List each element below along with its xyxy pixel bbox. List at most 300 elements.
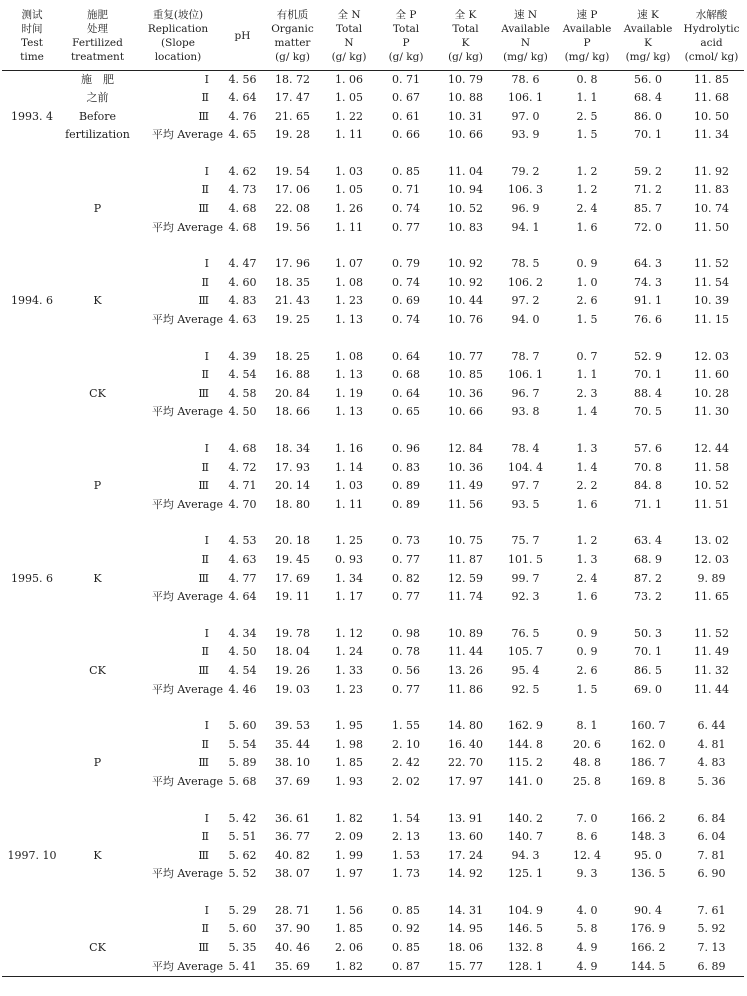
value-cell: 13. 60 xyxy=(448,830,483,844)
header-line: Total xyxy=(335,22,363,35)
empty-cell xyxy=(62,163,133,182)
empty-cell xyxy=(2,126,62,145)
soil-properties-document xyxy=(2,4,744,977)
header-line: 水解酸 xyxy=(695,9,728,22)
value-cell: 18. 72 xyxy=(275,72,310,86)
value-cell: 1. 05 xyxy=(335,91,363,105)
value-cell: 13. 26 xyxy=(448,663,483,677)
value-cell: 96. 7 xyxy=(511,386,540,400)
value-cell: 6. 84 xyxy=(697,811,726,825)
value-cell: 7. 61 xyxy=(697,903,726,917)
value-cell: 1. 05 xyxy=(335,183,363,197)
table-row xyxy=(2,717,744,736)
empty-cell xyxy=(62,440,133,459)
value-cell: 1. 08 xyxy=(335,275,363,289)
value-cell: 50. 3 xyxy=(634,626,662,640)
value-cell: 0. 9 xyxy=(576,257,598,271)
value-cell: 0. 83 xyxy=(392,460,420,474)
value-cell: 21. 65 xyxy=(275,109,310,123)
empty-cell xyxy=(62,958,133,977)
value-cell: 17. 93 xyxy=(275,460,310,474)
value-cell: 0. 85 xyxy=(392,941,420,955)
value-cell: 106. 1 xyxy=(508,91,543,105)
value-cell: 7. 0 xyxy=(576,811,598,825)
value-cell: 0. 9 xyxy=(576,626,598,640)
value-cell: 186. 7 xyxy=(630,756,666,770)
value-cell: 73. 2 xyxy=(634,590,662,604)
empty-cell xyxy=(62,773,133,792)
empty-cell xyxy=(62,810,133,829)
value-cell: 1. 12 xyxy=(335,626,363,640)
value-cell: 104. 4 xyxy=(508,460,543,474)
value-cell: 5. 62 xyxy=(228,848,257,862)
header-line: 施肥 xyxy=(87,9,108,22)
value-cell: 4. 50 xyxy=(228,645,257,659)
header-line: pH xyxy=(234,29,251,42)
value-cell: 1. 2 xyxy=(576,183,598,197)
value-cell: 1. 5 xyxy=(576,313,598,327)
value-cell: 4. 83 xyxy=(697,756,726,770)
replication-label: Ⅲ xyxy=(198,202,209,216)
treatment: CK xyxy=(89,386,106,400)
value-cell: 8. 1 xyxy=(576,719,598,733)
value-cell: 4. 64 xyxy=(228,590,257,604)
empty-cell xyxy=(62,311,133,330)
header-line: 全 N xyxy=(337,9,361,22)
empty-cell xyxy=(2,828,62,847)
value-cell: 92. 3 xyxy=(511,590,540,604)
value-cell: 1. 06 xyxy=(335,72,363,86)
value-cell: 13. 02 xyxy=(694,534,729,548)
value-cell: 57. 6 xyxy=(634,442,662,455)
header-line: acid xyxy=(700,36,723,49)
replication-label: Ⅱ xyxy=(201,737,209,751)
header-line: 速 K xyxy=(637,9,659,22)
replication-label: Ⅲ xyxy=(198,756,209,770)
empty-cell xyxy=(62,551,133,570)
treatment: K xyxy=(93,294,102,308)
value-cell: 8. 6 xyxy=(576,830,598,844)
value-cell: 4. 9 xyxy=(557,958,617,977)
value-cell: 4. 83 xyxy=(228,294,257,308)
value-cell: 94. 0 xyxy=(511,313,540,327)
value-cell: 64. 3 xyxy=(634,257,662,271)
value-cell: 0. 85 xyxy=(392,164,420,178)
value-cell: 162. 9 xyxy=(508,719,543,733)
value-cell: 37. 90 xyxy=(275,922,310,936)
replication-label: Ⅱ xyxy=(201,552,209,566)
replication-label: Ⅱ xyxy=(201,922,209,936)
empty-cell xyxy=(62,181,133,200)
value-cell: 95. 4 xyxy=(511,663,540,677)
empty-cell xyxy=(62,348,133,367)
empty-cell xyxy=(62,681,133,700)
empty-cell xyxy=(2,754,62,773)
value-cell: 70. 1 xyxy=(634,645,662,659)
value-cell: 4. 68 xyxy=(228,442,257,455)
test-time: 1995. 6 xyxy=(11,571,53,585)
spacer-cell xyxy=(2,699,744,717)
empty-cell xyxy=(62,920,133,939)
value-cell: 2. 13 xyxy=(392,830,420,844)
replication-label: Ⅰ xyxy=(204,534,209,548)
value-cell: 17. 47 xyxy=(275,91,310,105)
empty-cell xyxy=(62,403,133,422)
replication-label: Ⅰ xyxy=(204,626,209,640)
value-cell: 4. 58 xyxy=(228,386,257,400)
value-cell: 4. 46 xyxy=(228,682,257,696)
table-row xyxy=(2,939,744,958)
value-cell: 25. 8 xyxy=(573,774,601,788)
value-cell: 10. 31 xyxy=(448,109,483,123)
header-fertilized-treatment xyxy=(62,4,133,70)
empty-cell xyxy=(62,366,133,385)
value-cell: 18. 66 xyxy=(275,405,310,419)
treatment-line: 之前 xyxy=(86,91,109,105)
value-cell: 14. 92 xyxy=(448,867,483,881)
spacer-cell xyxy=(2,607,744,625)
value-cell: 76. 6 xyxy=(634,313,662,327)
value-cell: 70. 5 xyxy=(634,405,662,419)
value-cell: 70. 1 xyxy=(634,128,662,142)
value-cell: 2. 6 xyxy=(576,663,598,677)
value-cell: 69. 0 xyxy=(634,682,662,696)
value-cell: 12. 03 xyxy=(694,552,729,566)
treatment-line: Before xyxy=(78,109,117,123)
treatment: CK xyxy=(89,941,106,955)
value-cell: 28. 71 xyxy=(275,903,310,917)
header-line: Total xyxy=(452,22,479,35)
table-row xyxy=(2,958,744,977)
value-cell: 11. 50 xyxy=(694,220,729,234)
table-row xyxy=(2,163,744,182)
value-cell: 63. 4 xyxy=(634,534,662,548)
table-body xyxy=(2,70,744,977)
empty-cell xyxy=(62,902,133,921)
value-cell: 0. 9 xyxy=(576,645,598,659)
value-cell: 0. 78 xyxy=(392,645,420,659)
value-cell: 10. 44 xyxy=(448,294,483,308)
value-cell: 18. 35 xyxy=(275,275,310,289)
empty-cell xyxy=(2,181,62,200)
spacer-cell xyxy=(2,792,744,810)
value-cell: 14. 95 xyxy=(448,922,483,936)
empty-cell xyxy=(2,366,62,385)
empty-cell xyxy=(2,662,62,681)
treatment: P xyxy=(93,202,102,216)
value-cell: 72. 0 xyxy=(634,220,662,234)
table-row xyxy=(2,255,744,274)
treatment-line: fertilization xyxy=(65,128,130,142)
replication-label: Ⅱ xyxy=(201,183,209,197)
header-organic-matter xyxy=(262,4,323,70)
value-cell: 9. 3 xyxy=(576,867,598,881)
value-cell: 36. 61 xyxy=(275,811,310,825)
value-cell: 2. 06 xyxy=(335,941,363,955)
table-row xyxy=(2,532,744,551)
value-cell: 2. 2 xyxy=(576,479,598,493)
value-cell: 78. 4 xyxy=(511,442,540,455)
value-cell: 7. 13 xyxy=(697,941,726,955)
value-cell: 10. 39 xyxy=(694,294,729,308)
value-cell: 14. 80 xyxy=(448,719,483,733)
header-line: Replication xyxy=(147,22,209,35)
value-cell: 10. 94 xyxy=(448,183,483,197)
value-cell: 0. 64 xyxy=(392,349,420,363)
header-line: P xyxy=(402,36,410,49)
empty-cell xyxy=(2,958,62,977)
value-cell: 2. 09 xyxy=(335,830,363,844)
replication-label: Ⅰ xyxy=(204,903,209,917)
value-cell: 68. 4 xyxy=(634,91,662,105)
value-cell: 10. 74 xyxy=(694,202,729,216)
average-label: 平均 Average xyxy=(133,958,223,977)
empty-cell xyxy=(2,939,62,958)
value-cell: 11. 51 xyxy=(694,497,729,511)
header-line: 重复(坡位) xyxy=(152,9,204,22)
value-cell: 20. 84 xyxy=(275,386,310,400)
spacer-cell xyxy=(2,884,744,902)
value-cell: 95. 0 xyxy=(634,848,662,862)
value-cell: 18. 06 xyxy=(448,941,483,955)
value-cell: 146. 5 xyxy=(508,922,543,936)
value-cell: 5. 35 xyxy=(228,941,257,955)
value-cell: 14. 31 xyxy=(448,903,483,917)
replication-label: Ⅲ xyxy=(198,663,209,677)
spacer-row xyxy=(2,237,744,255)
table-row xyxy=(2,754,744,773)
value-cell: 1. 2 xyxy=(576,534,598,548)
empty-cell xyxy=(2,70,62,89)
table-row xyxy=(2,681,744,700)
header-line: Total xyxy=(392,22,420,35)
value-cell: 1. 53 xyxy=(392,848,420,862)
replication-label: Ⅰ xyxy=(204,719,209,733)
header-line: 测试 xyxy=(21,9,43,22)
value-cell: 0. 89 xyxy=(392,479,420,493)
value-cell: 19. 54 xyxy=(275,164,310,178)
value-cell: 16. 40 xyxy=(448,737,483,751)
table-row xyxy=(2,274,744,293)
spacer-row xyxy=(2,330,744,348)
table-row xyxy=(2,773,744,792)
header-available-k xyxy=(617,4,679,70)
value-cell: 1. 82 xyxy=(335,811,363,825)
value-cell: 11. 49 xyxy=(448,479,483,493)
value-cell: 92. 5 xyxy=(511,682,540,696)
value-cell: 4. 54 xyxy=(228,663,257,677)
empty-cell xyxy=(2,163,62,182)
value-cell: 1. 17 xyxy=(335,590,363,604)
replication-label: Ⅲ xyxy=(198,386,209,400)
value-cell: 13. 91 xyxy=(448,811,483,825)
empty-cell xyxy=(62,219,133,238)
value-cell: 1. 55 xyxy=(392,719,420,733)
header-hydrolytic-acid xyxy=(679,4,744,70)
value-cell: 10. 66 xyxy=(448,128,483,142)
value-cell: 20. 18 xyxy=(275,534,310,548)
value-cell: 4. 68 xyxy=(228,220,257,234)
header-line: treatment xyxy=(70,50,125,63)
value-cell: 5. 92 xyxy=(697,922,726,936)
header-line: 时间 xyxy=(21,22,43,35)
table-row xyxy=(2,865,744,884)
table-row xyxy=(2,496,744,515)
value-cell: 0. 93 xyxy=(335,552,363,566)
empty-cell xyxy=(62,736,133,755)
value-cell: 19. 45 xyxy=(275,552,310,566)
table-row xyxy=(2,200,744,219)
value-cell: 70. 1 xyxy=(634,368,662,382)
empty-cell xyxy=(62,496,133,515)
value-cell: 93. 5 xyxy=(511,497,540,511)
replication-label: Ⅱ xyxy=(201,645,209,659)
value-cell: 10. 89 xyxy=(448,626,483,640)
header-line: (g/ kg) xyxy=(331,50,367,63)
header-line: (g/ kg) xyxy=(448,50,483,63)
value-cell: 5. 42 xyxy=(228,811,257,825)
empty-cell xyxy=(2,773,62,792)
value-cell: 4. 81 xyxy=(697,737,726,751)
value-cell: 59. 2 xyxy=(634,164,662,178)
value-cell: 1. 82 xyxy=(323,958,375,977)
empty-cell xyxy=(2,532,62,551)
value-cell: 12. 44 xyxy=(694,442,729,455)
table-row xyxy=(2,920,744,939)
empty-cell xyxy=(2,200,62,219)
average-label: 平均 Average xyxy=(151,405,223,419)
value-cell: 160. 7 xyxy=(630,719,666,733)
value-cell: 166. 2 xyxy=(630,811,666,825)
value-cell: 0. 73 xyxy=(392,534,420,548)
value-cell: 1. 2 xyxy=(576,164,598,178)
table-row xyxy=(2,847,744,866)
value-cell: 0. 85 xyxy=(392,903,420,917)
value-cell: 9. 89 xyxy=(697,571,726,585)
header-test-time xyxy=(2,4,62,70)
value-cell: 4. 9 xyxy=(576,941,598,955)
header-line: Available xyxy=(501,22,550,35)
empty-cell xyxy=(2,440,62,459)
treatment-line: 施 肥 xyxy=(81,72,114,86)
value-cell: 140. 2 xyxy=(508,811,543,825)
value-cell: 4. 34 xyxy=(228,626,257,640)
value-cell: 106. 2 xyxy=(508,275,543,289)
value-cell: 1. 11 xyxy=(335,220,363,234)
value-cell: 2. 6 xyxy=(576,294,598,308)
value-cell: 4. 54 xyxy=(228,368,257,382)
value-cell: 5. 51 xyxy=(228,830,257,844)
value-cell: 18. 25 xyxy=(275,349,310,363)
value-cell: 11. 04 xyxy=(448,164,483,178)
table-row xyxy=(2,403,744,422)
header-line: 速 N xyxy=(513,9,538,22)
value-cell: 10. 76 xyxy=(448,313,483,327)
value-cell: 11. 65 xyxy=(694,590,729,604)
value-cell: 11. 68 xyxy=(694,91,729,105)
value-cell: 4. 0 xyxy=(576,903,598,917)
value-cell: 71. 2 xyxy=(634,183,662,197)
value-cell: 5. 60 xyxy=(228,922,257,936)
value-cell: 39. 53 xyxy=(275,719,310,733)
value-cell: 4. 53 xyxy=(228,534,257,548)
value-cell: 0. 65 xyxy=(392,405,420,419)
value-cell: 2. 02 xyxy=(392,774,420,788)
header-line: (mg/ kg) xyxy=(503,50,548,63)
value-cell: 5. 60 xyxy=(228,719,257,733)
value-cell: 1. 56 xyxy=(335,903,363,917)
value-cell: 169. 8 xyxy=(630,774,666,788)
header-line: Fertilized xyxy=(72,36,123,49)
value-cell: 40. 46 xyxy=(275,941,310,955)
header-available-p xyxy=(557,4,617,70)
header-line: location) xyxy=(154,50,202,63)
value-cell: 0. 74 xyxy=(392,275,420,289)
value-cell: 38. 07 xyxy=(275,867,310,881)
value-cell: 5. 52 xyxy=(228,867,257,881)
average-label: 平均 Average xyxy=(151,128,223,142)
value-cell: 1. 98 xyxy=(335,737,363,751)
test-time: 1997. 10 xyxy=(7,848,57,862)
header-line: N xyxy=(344,36,354,49)
table-row xyxy=(2,902,744,921)
value-cell: 4. 62 xyxy=(228,164,257,178)
value-cell: 0. 77 xyxy=(392,682,420,696)
spacer-cell xyxy=(2,237,744,255)
table-row xyxy=(2,736,744,755)
value-cell: 15. 77 xyxy=(437,958,494,977)
value-cell: 0. 8 xyxy=(576,72,598,86)
value-cell: 11. 52 xyxy=(694,257,729,271)
header-line: 有机质 xyxy=(276,9,309,22)
header-line: P xyxy=(583,36,591,49)
value-cell: 0. 68 xyxy=(392,368,420,382)
value-cell: 0. 71 xyxy=(392,183,420,197)
value-cell: 76. 5 xyxy=(511,626,540,640)
value-cell: 78. 5 xyxy=(511,257,540,271)
value-cell: 10. 79 xyxy=(448,72,483,86)
value-cell: 17. 97 xyxy=(448,774,483,788)
value-cell: 125. 1 xyxy=(508,867,543,881)
table-row xyxy=(2,570,744,589)
header-line: matter xyxy=(274,36,311,49)
average-label: 平均 Average xyxy=(151,590,223,604)
empty-cell xyxy=(2,459,62,478)
value-cell: 6. 04 xyxy=(697,830,726,844)
value-cell: 11. 86 xyxy=(448,682,483,696)
value-cell: 6. 90 xyxy=(697,867,726,881)
value-cell: 4. 68 xyxy=(228,202,257,216)
average-label: 平均 Average xyxy=(151,313,223,327)
value-cell: 78. 6 xyxy=(511,72,540,86)
value-cell: 148. 3 xyxy=(630,830,666,844)
value-cell: 1. 3 xyxy=(576,442,598,455)
empty-cell xyxy=(2,403,62,422)
empty-cell xyxy=(2,681,62,700)
value-cell: 1. 85 xyxy=(335,756,363,770)
value-cell: 4. 70 xyxy=(228,497,257,511)
empty-cell xyxy=(2,551,62,570)
value-cell: 11. 49 xyxy=(694,645,729,659)
value-cell: 5. 89 xyxy=(228,756,257,770)
table-row xyxy=(2,810,744,829)
value-cell: 86. 5 xyxy=(634,663,662,677)
header-line: (mg/ kg) xyxy=(625,50,671,63)
table-row xyxy=(2,459,744,478)
header-line: Available xyxy=(623,22,673,35)
replication-label: Ⅰ xyxy=(204,349,209,363)
value-cell: 0. 77 xyxy=(392,552,420,566)
